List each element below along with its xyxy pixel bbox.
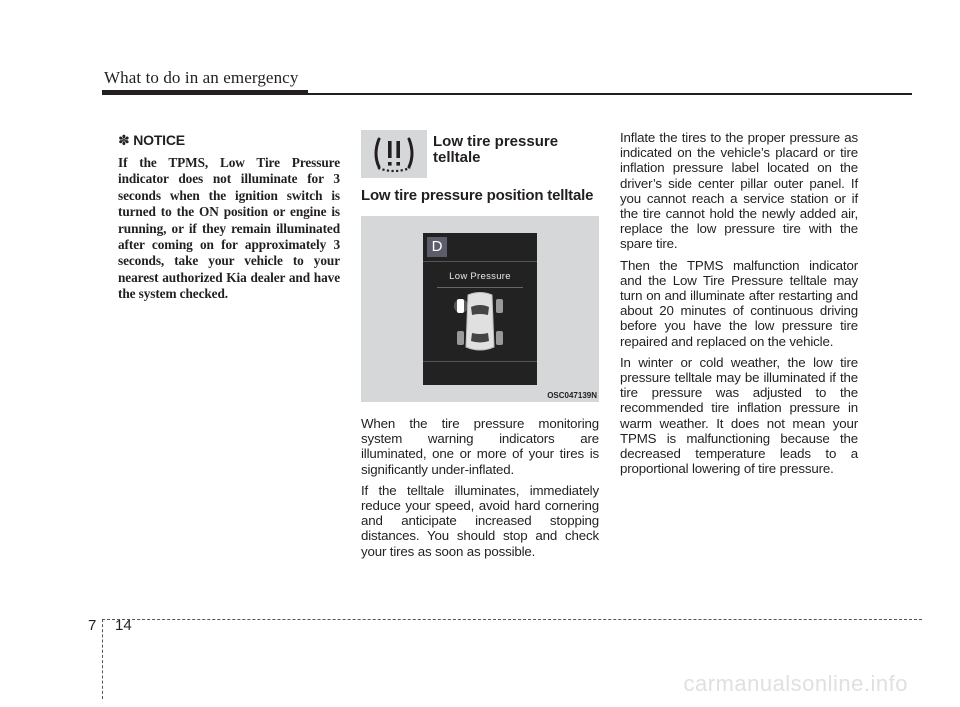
display-rule-top [423, 261, 537, 262]
low-tire-pressure-warning-icon [361, 130, 427, 178]
car-top-view-icon [423, 289, 537, 359]
col3-paragraph-1: Inflate the tires to the proper pressure as indicated on the vehicle’s placard or tire inflation pressure label located on the driver’s side center pillar outer panel. If you cannot reach a service station or if the tire cannot hold the newly added air, replace the low pressure tire with the spare tire. [620, 130, 858, 252]
gear-indicator: D [427, 237, 447, 257]
footer-dashed-rule [102, 619, 922, 620]
chapter-number: 7 [88, 617, 97, 634]
cluster-display [423, 233, 537, 385]
telltale-column [361, 130, 599, 565]
telltale-title-line1: Low tire pressure [433, 133, 559, 150]
display-rule-bottom [423, 361, 537, 362]
col2-paragraph-1: When the tire pressure monitoring system warning indicators are illuminated, one or more of your tires is significantly under-inflated. [361, 416, 599, 477]
notice-column [118, 130, 340, 303]
footer-dashed-divider [102, 619, 103, 699]
col3-paragraph-3: In winter or cold weather, the low tire pressure telltale may be illuminated if the tire pressure was adjusted to the recommended tire inflation pressure in warm weather. It does not mean your TPMS is malfunctioning because the decreased temperature leads to a proportional lowering of tire pressure. [620, 354, 858, 477]
telltale-title [433, 134, 558, 166]
col3-paragraph-2: Then the TPMS malfunction indicator and the Low Tire Pressure telltale may turn on and illuminate after restarting and about 20 minutes of continuous driving before you have the low pressure tire repaired and replaced on the vehicle. [620, 257, 858, 349]
section-title: What to do in an emergency [104, 68, 299, 87]
cluster-figure [361, 216, 599, 402]
telltale-title-line2: telltale [433, 149, 481, 166]
watermark: carmanualsonline.info [683, 671, 908, 696]
display-rule-mid [437, 287, 523, 288]
header-rule-thin [308, 93, 912, 95]
notice-heading: ✽ NOTICE [118, 132, 185, 148]
page-number: 14 [115, 617, 132, 634]
notice-body: If the TPMS, Low Tire Pressure indicator does not illuminate for 3 seconds when the ignition switch is turned to the ON position or engine is running, or if they remain illuminated after coming on for approximately 3 seconds, take your vehicle to your nearest authorized Kia dealer and have the system checked. [118, 155, 340, 302]
telltale-header [361, 130, 599, 178]
display-text: Low Pressure [449, 271, 511, 282]
header-rule-thick [102, 90, 308, 95]
inflate-column [620, 130, 858, 482]
figure-caption: OSC047139N [547, 391, 597, 400]
col2-paragraph-2: If the telltale illuminates, immediately reduce your speed, avoid hard cornering and anticipate increased stopping distances. You should stop and check your tires as soon as possible. [361, 482, 599, 559]
position-telltale-heading: Low tire pressure position telltale [361, 187, 594, 204]
